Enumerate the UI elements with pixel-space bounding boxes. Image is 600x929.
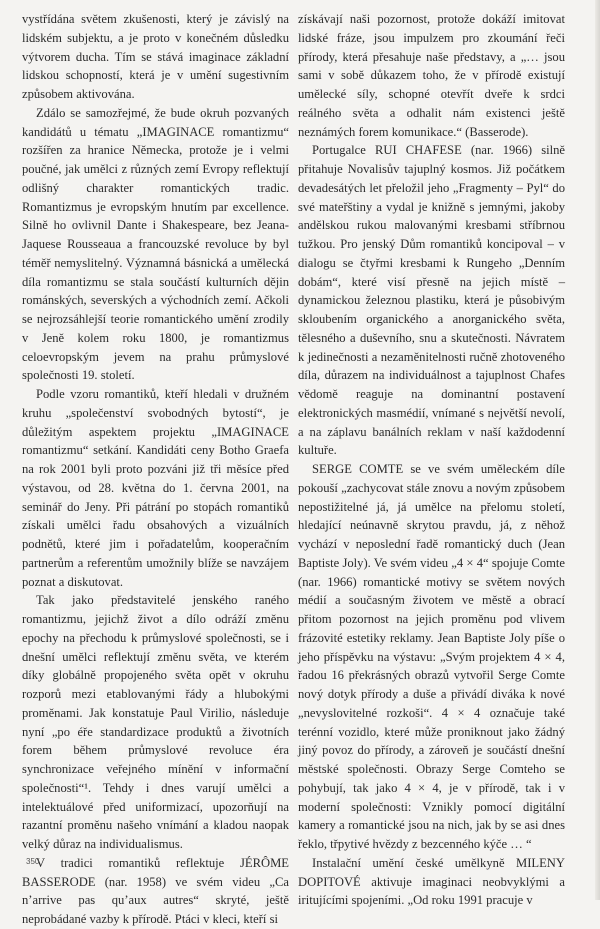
paragraph: SERGE COMTE se ve svém uměleckém díle pokouší „zachycovat stále znovu a novým způsobem nepostižitelné já, já umělce na přelomu století, hledající neúnavně skrytou pravdu, já, z něhož vychází v neposlední řadě romantický duch (Jean Baptiste Joly). Ve svém videu „4 × 4“ spojuje Comte (nar. 1966) romantické motivy se světem nových médií a současným životem ve městě a obrací přitom pozornost na jejich proměnu pod vlivem frázovité estetiky reklamy. Jean Baptiste Joly píše o jeho příspěvku na výstavu: „Svým projektem 4 × 4, řadou 16 překrásných obrazů vytvořil Serge Comte nový dotyk přírody a duše a přivádí diváka k nové „nevyslovitelné rozkoši“. 4 × 4 označuje také terénní vozidlo, které může proniknout jako žádný jiný povoz do přírody, a zároveň je součástí dnešní městské společnosti. Obrazy Serge Comteho se pohybují, tak jako 4 × 4, je v přírodě, tak i v moderní společnosti: Vznikly pomocí digitální kamery a romantické jsou na nich, jak by se asi dnes řeklo, třpytivé hvězdy z bezcenného kýče … “ — [298, 462, 565, 851]
paragraph: V tradici romantiků reflektuje JÉRÔME BASSERODE (nar. 1958) ve svém videu „Ca n’arrive pas qu’aux autres“ skryté, ještě neprobádané vazby k přírodě. Ptáci v kleci, kteří si — [22, 855, 289, 926]
paragraph: vystřídána světem zkušenosti, který je závislý na lidském subjektu, a je proto v konečném důsledku výtvorem ducha. Tím se stává imaginace základní lidskou schopností, která je v umění sugestivním způsobem aktivována. — [22, 12, 289, 101]
page-edge-shadow — [595, 0, 600, 900]
paragraph: Tak jako představitelé jenského raného romantizmu, jejichž život a dílo odráží změnu epochy na přechodu k průmyslové společnosti, se i dnešní umělci reflektují změnu světa, ve kterém díky globálně propojeného světa opět v okruhu rozporů mezi etablovanými řády a hlubokými proměnami. Jak konstatuje Paul Virilio, následuje nyní „po éře standardizace produktů a životních forem během průmyslové revoluce éra synchronizace veřejného mínění v informační společnosti“¹. Tehdy i dnes varují umělci a intelektuálové před uniformizací, upozorňují na razantní proměnu našeho vnímání a kladou naopak velký důraz na individualismus. — [22, 593, 289, 851]
paragraph: Instalační umění české umělkyně MILENY DOPITOVÉ aktivuje imaginaci neobvyklými a iritujícími spojeními. „Od roku 1991 pracuje v — [298, 855, 565, 908]
paragraph: Portugalce RUI CHAFESE (nar. 1966) silně přitahuje Novalisův tajuplný kosmos. Již počátkem devadesátých let přeložil jeho „Fragmenty – Pyl“ do své mateřštiny a vydal je knižně s jemnými, jakoby andělskou rukou malovanými kresbami stříbrnou tužkou. Pro jenský Dům romantiků koncipoval – v dialogu se čtyřmi kresbami k Rungeho „Denním dobám“, které visí přesně na jejich místě – dynamickou železnou plastiku, která je působivým skloubením organického a anorganického světa, tělesného a duševního, snu a skutečnosti. Návratem k jedinečnosti a nezaměnitelnosti ručně zhotoveného díla, důrazem na individuálnost a tajuplnost Chafes vědomě reaguje na dominantní postavení elektronických masmédií, vnímané s největší nevolí, a na záplavu banálních reklam v naší každodenní kultuře. — [298, 143, 565, 458]
paragraph: Podle vzoru romantiků, kteří hledali v družném kruhu „společenství svobodných bytostí“, je důležitým aspektem projektu „IMAGINACE romantizmu“ setkání. Kandidáti ceny Botho Graefa na rok 2001 byli proto pozváni již tři měsíce před výstavou, od 28. května do 1. června 2001, na seminář do Jeny. Při pátrání po stopách romantiků získali umělci řadu obsahových a vizuálních podnětů, které jim i pořadatelům, kooperačním partnerům a referentům umožnily blíže se navzájem poznat a diskutovat. — [22, 387, 289, 589]
paragraph: získávají naši pozornost, protože dokáží imitovat lidské fráze, jsou impulzem pro zkoumání řeči přírody, která přesahuje naše představy, a „… jsou sami v sobě důkazem toho, že v přírodě existují umělecké síly, schopné otevřít dveře k srdci reálného světa a odhalit nám existenci ještě neznámých forem komunikace.“ (Basserode). — [298, 12, 565, 139]
page-number: 350 — [26, 857, 40, 866]
right-column — [298, 10, 565, 910]
left-column — [22, 10, 289, 929]
paragraph: Zdálo se samozřejmé, že bude okruh pozvaných kandidátů u tématu „IMAGINACE romantizmu“ rozšířen za hranice Německa, protože je i velmi poučné, jak umělci z různých zemí Evropy reflektují odlišný charakter romantických tradic. Romantizmus je evropským hnutím par excellence. Silně ho ovlivnil Dante i Shakespeare, bez Jeana-Jaquese Rousseaua a francouzské revoluce by byl téměř nemyslitelný. Významná básnická a umělecká díla romantizmu se stala součástí kulturních dějin románských, severských a východních zemí. Ačkoli se nejrozsáhlejší teorie romantického umění zrodily v Jeně kolem roku 1800, je romantizmus celoevropským jevem na prahu průmyslové společnosti 19. století. — [22, 105, 289, 383]
